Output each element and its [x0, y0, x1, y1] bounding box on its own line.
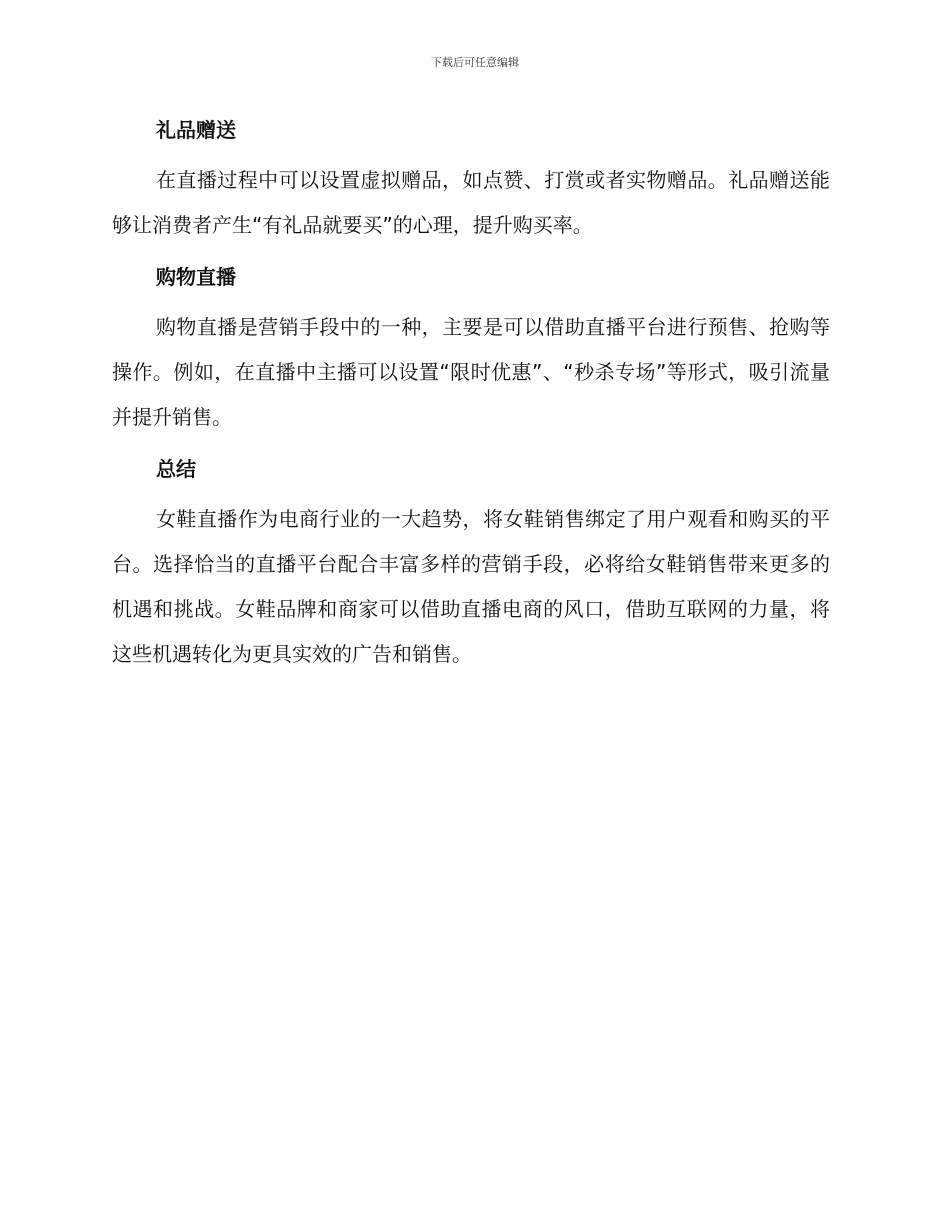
section-body-shopping-live: 购物直播是营销手段中的一种，主要是可以借助直播平台进行预售、抢购等操作。例如，在直播中主播可以设置“限时优惠”、“秒杀专场”等形式，吸引流量并提升销售。: [112, 315, 830, 429]
header-note: 下载后可任意编辑: [431, 56, 519, 69]
section-title-summary: 总结: [156, 457, 196, 481]
section-body-summary: 女鞋直播作为电商行业的一大趋势，将女鞋销售绑定了用户观看和购买的平台。选择恰当的直播平台配合丰富多样的营销手段，必将给女鞋销售带来更多的机遇和挑战。女鞋品牌和商家可以借助直播电商的风口，借助互联网的力量，将这些机遇转化为更具实效的广告和销售。: [112, 507, 830, 666]
section-title-shopping-live: 购物直播: [156, 265, 236, 289]
section-title-gifts: 礼品赠送: [156, 118, 236, 142]
document-body: [112, 108, 830, 677]
section-body-gifts: 在直播过程中可以设置虚拟赠品，如点赞、打赏或者实物赠品。礼品赠送能够让消费者产生“有礼品就要买”的心理，提升购买率。: [112, 168, 830, 237]
